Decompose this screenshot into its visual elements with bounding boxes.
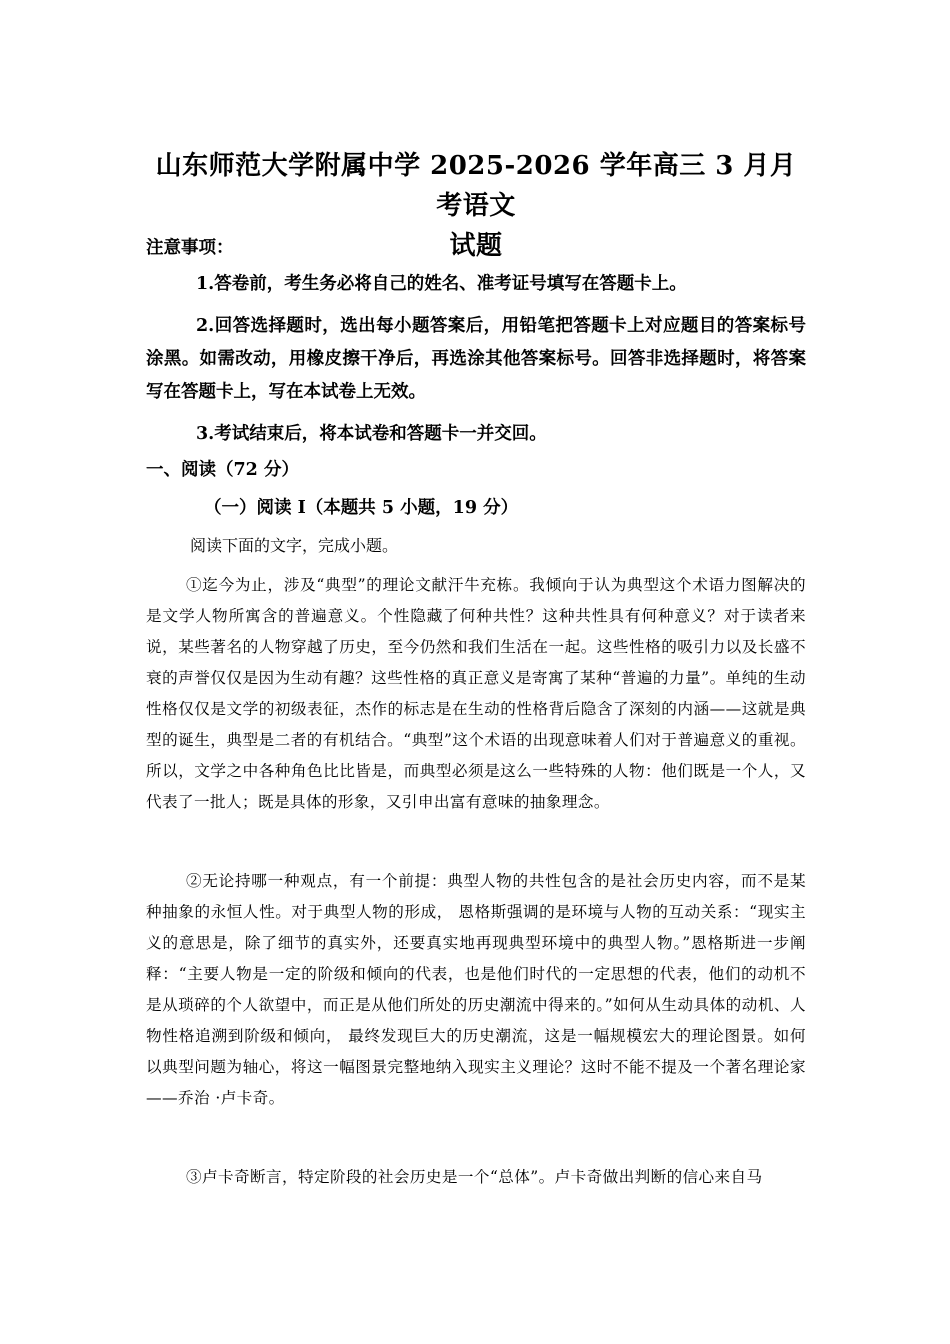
notice-item-1: 1.答卷前，考生务必将自己的姓名、准考证号填写在答题卡上。 [196, 274, 687, 294]
notice-heading: 注意事项： [146, 238, 234, 258]
exam-title [146, 146, 806, 266]
section-heading: 一、阅读（72 分） [146, 460, 299, 480]
title-line-2: 试题 [449, 231, 503, 261]
passage-paragraph-3: ③卢卡奇断言，特定阶段的社会历史是一个“总体”。卢卡奇做出判断的信心来自马 [186, 1168, 763, 1186]
passage-paragraph-1: ①迄今为止，涉及“典型”的理论文献汗牛充栋。我倾向于认为典型这个术语力图解决的是文学人物所寓含的普遍意义。个性隐藏了何种共性？这种共性具有何种意义？对于读者来说，某些著名的人物穿越了历史，至今仍然和我们生活在一起。这些性格的吸引力以及长盛不衰的声誉仅仅是因为生动有趣？这些性格的真正意义是寄寓了某种“普遍的力量”。单纯的生动性格仅仅是文学的初级表征，杰作的标志是在生动的性格背后隐含了深刻的内涵——这就是典型的诞生，典型是二者的有机结合。“典型”这个术语的出现意味着人们对于普遍意义的重视。所以，文学之中各种角色比比皆是，而典型必须是这么一些特殊的人物：他们既是一个人，又代表了一批人；既是具体的形象，又引申出富有意味的抽象理念。 [146, 576, 806, 811]
title-line-1: 山东师范大学附属中学 2025-2026 学年高三 3 月月考语文 [155, 151, 797, 221]
passage-paragraph-2: ②无论持哪一种观点，有一个前提：典型人物的共性包含的是社会历史内容，而不是某种抽象的永恒人性。对于典型人物的形成， 恩格斯强调的是环境与人物的互动关系：“现实主义的意思是，除了细节的真实外，还要真实地再现典型环境中的典型人物。”恩格斯进一步阐释：“主要人物是一定的阶级和倾向的代表，也是他们时代的一定思想的代表，他们的动机不是从琐碎的个人欲望中，而正是从他们所处的历史潮流中得来的。”如何从生动具体的动机、人物性格追溯到阶级和倾向， 最终发现巨大的历史潮流，这是一幅规模宏大的理论图景。如何以典型问题为轴心，将这一幅图景完整地纳入现实主义理论？这时不能不提及一个著名理论家——乔治 ·卢卡奇。 [146, 872, 806, 1107]
reading-instruction: 阅读下面的文字，完成小题。 [190, 536, 399, 555]
subsection-heading: （一）阅读 I（本题共 5 小题，19 分） [204, 498, 519, 518]
notice-item-2: 2.回答选择题时，选出每小题答案后，用铅笔把答题卡上对应题目的答案标号涂黑。如需改动，用橡皮擦干净后，再选涂其他答案标号。回答非选择题时，将答案写在答题卡上，写在本试卷上无效。 [146, 316, 806, 402]
notice-item-3: 3.考试结束后，将本试卷和答题卡一并交回。 [196, 424, 547, 444]
